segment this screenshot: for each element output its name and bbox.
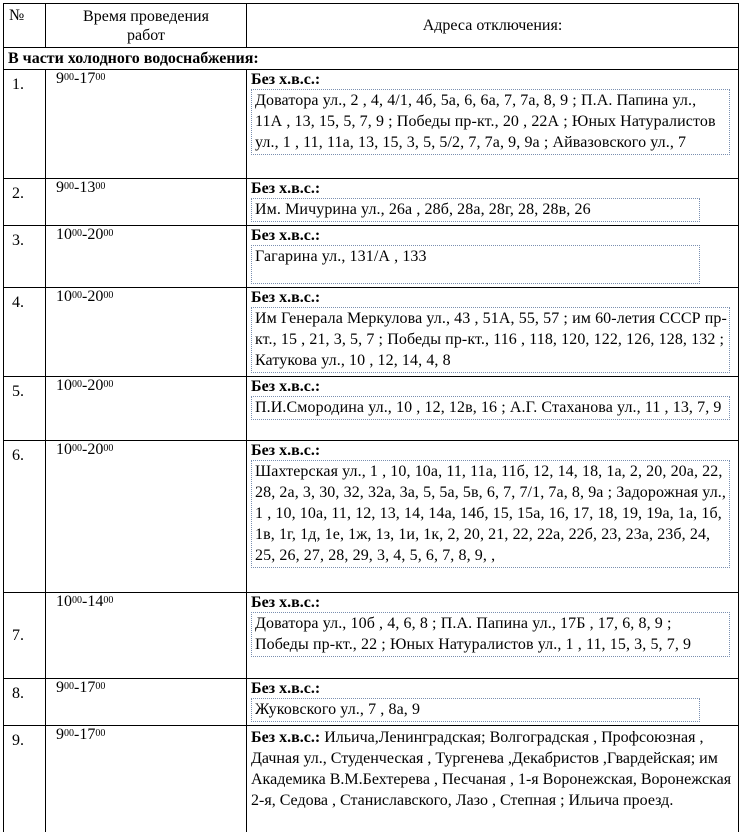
table-header-row <box>4 4 739 48</box>
row-number: 3. <box>4 226 46 288</box>
table-row <box>4 726 739 832</box>
no-water-label: Без х.в.с.: <box>251 227 321 244</box>
row-addresses <box>247 226 739 288</box>
table-row <box>4 593 739 679</box>
row-time: $10^{00}-20^{00}$ <box>46 377 247 441</box>
no-water-label: Без х.в.с.: <box>251 442 321 459</box>
section-row <box>4 48 739 70</box>
row-number: 8. <box>4 679 46 726</box>
no-water-label: Без х.в.с.: <box>251 289 321 306</box>
table-row <box>4 226 739 288</box>
address-list <box>251 727 736 811</box>
table-row <box>4 377 739 441</box>
no-water-label: Без х.в.с.: <box>251 594 321 611</box>
address-list: Жуковского ул., 7 , 8а, 9 <box>251 698 700 722</box>
address-list: Гагарина ул., 131/А , 133 <box>251 245 700 284</box>
header-addresses: Адреса отключения: <box>247 4 739 48</box>
row-number: 1. <box>4 70 46 179</box>
address-list: П.И.Смородина ул., 10 , 12, 12в, 16 ; А.Г. Стаханова ул., 11 , 13, 7, 9 <box>251 396 730 420</box>
row-number: 9. <box>4 726 46 832</box>
no-water-label: Без х.в.с.: <box>251 378 321 395</box>
row-time: $10^{00}-20^{00}$ <box>46 226 247 288</box>
address-list: Доватора ул., 10б , 4, 6, 8 ; П.А. Папина ул., 17Б , 17, 6, 8, 9 ; Победы пр-кт., 22 ; Юных Натуралистов ул., 1 , 11, 15, 3, 5, 7, 9 <box>251 612 730 657</box>
row-addresses <box>247 679 739 726</box>
address-list: Доватора ул., 2 , 4, 4/1, 4б, 5а, 6, 6а, 7, 7а, 8, 9 ; П.А. Папина ул., 11А , 13, 15, 5, 7, 9 ; Победы пр-кт., 20 , 22А ; Юных Натуралистов ул., 1 , 11, 11а, 13, 15, 3, 5, 5/2, 7, 7а, 9, 9а ; Айвазовского ул., 7 <box>251 89 730 155</box>
address-text: Ильича,Ленинградская; Волгоградская , Профсоюзная , Дачная ул., Студенческая , Тургенева ,Декабристов ,Гвардейская; им Академика В.М.Бехтерева , Песчаная , 1-я Воронежская, Воронежская 2-я, Седова , Станиславского, Лазо , Степная ; Ильича проезд. <box>251 729 732 809</box>
table-row <box>4 70 739 179</box>
address-list: Им. Мичурина ул., 26а , 28б, 28а, 28г, 28, 28в, 26 <box>251 198 700 222</box>
no-water-label: Без х.в.с.: <box>251 680 321 697</box>
row-addresses <box>247 288 739 377</box>
row-addresses <box>247 593 739 679</box>
no-water-label: Без х.в.с.: <box>251 180 321 197</box>
row-time: $9^{00}-17^{00}$ <box>46 70 247 179</box>
header-number: № <box>4 4 46 48</box>
row-addresses <box>247 377 739 441</box>
no-water-label: Без х.в.с.: <box>251 729 321 746</box>
row-number: 7. <box>4 593 46 679</box>
row-number: 4. <box>4 288 46 377</box>
row-addresses <box>247 726 739 832</box>
no-water-label: Без х.в.с.: <box>251 71 321 88</box>
row-time: $10^{00}-20^{00}$ <box>46 441 247 593</box>
row-number: 6. <box>4 441 46 593</box>
row-number: 2. <box>4 179 46 226</box>
row-number: 5. <box>4 377 46 441</box>
table-row <box>4 679 739 726</box>
header-time: Время проведения работ <box>46 4 247 48</box>
table-row <box>4 288 739 377</box>
row-time: $10^{00}-14^{00}$ <box>46 593 247 679</box>
row-time: $10^{00}-20^{00}$ <box>46 288 247 377</box>
row-time: $9^{00}-17^{00}$ <box>46 679 247 726</box>
address-list: Шахтерская ул., 1 , 10, 10а, 11, 11а, 11б, 12, 14, 18, 1а, 2, 20, 20а, 22, 28, 2а, 3, 30, 32, 32а, 3а, 5, 5а, 5в, 6, 7, 7/1, 7а, 8, 9а ; Задорожная ул., 1 , 10, 10а, 11, 12, 13, 14, 14а, 14б, 15, 15а, 16, 17, 18, 19, 19а, 1а, 1б, 1в, 1г, 1д, 1е, 1ж, 1з, 1и, 1к, 2, 20, 21, 22, 22а, 22б, 23, 23а, 23б, 24, 25, 26, 27, 28, 29, 3, 4, 5, 6, 7, 8, 9, , <box>251 460 730 568</box>
row-addresses <box>247 70 739 179</box>
section-title: В части холодного водоснабжения: <box>4 48 739 70</box>
table-row <box>4 179 739 226</box>
table-row <box>4 441 739 593</box>
row-time: $9^{00}-17^{00}$ <box>46 726 247 832</box>
row-addresses <box>247 441 739 593</box>
outage-table <box>3 3 739 832</box>
address-list: Им Генерала Меркулова ул., 43 , 51А, 55, 57 ; им 60-летия СССР пр-кт., 15 , 21, 3, 5, 7 ; Победы пр-кт., 116 , 118, 120, 122, 126, 128, 132 ; Катукова ул., 10 , 12, 14, 4, 8 <box>251 307 730 373</box>
row-addresses <box>247 179 739 226</box>
row-time: $9^{00}-13^{00}$ <box>46 179 247 226</box>
